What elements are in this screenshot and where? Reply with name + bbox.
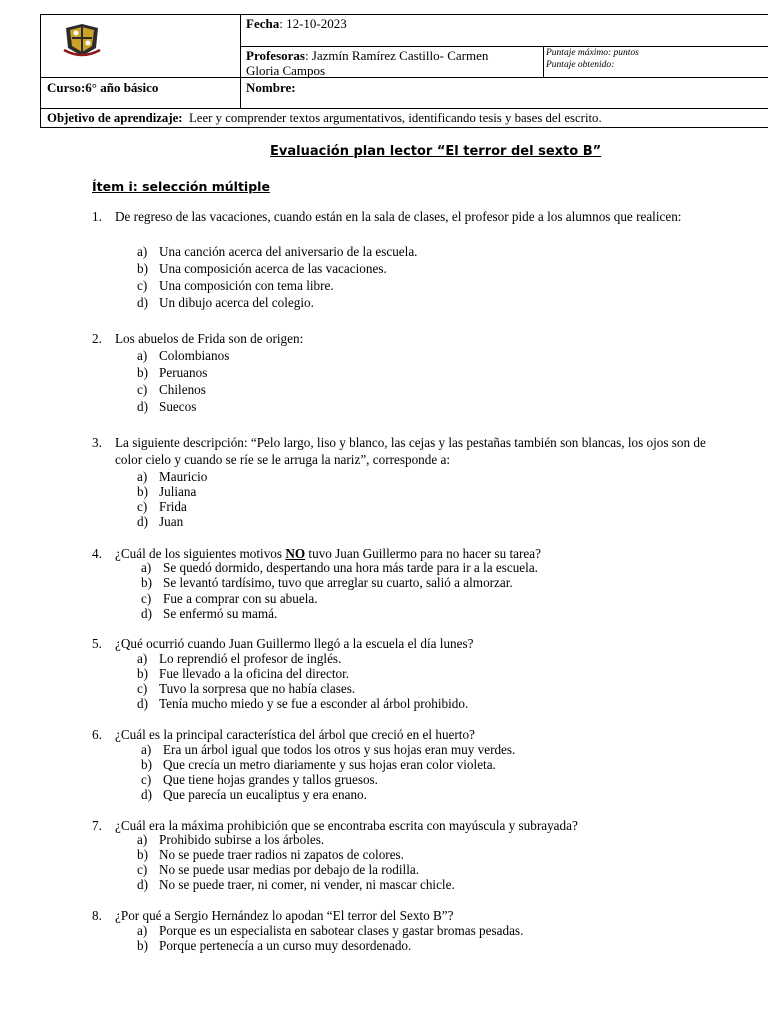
profesoras-value-continued: Gloria Campos — [246, 63, 326, 78]
question-stem: ¿Cuál es la principal característica del árbol que creció en el huerto? — [115, 727, 475, 742]
option-6c: c) Que tiene hojas grandes y tallos gruesos. — [141, 772, 378, 787]
profesoras-value: : Jazmín Ramírez Castillo- Carmen — [304, 48, 489, 63]
question-stem: ¿Qué ocurrió cuando Juan Guillermo llegó a la escuela el día lunes? — [115, 636, 474, 651]
option-4d: d) Se enfermó su mamá. — [141, 606, 278, 621]
option-7b: b) No se puede traer radios ni zapatos de colores. — [137, 847, 404, 862]
option-8b: b) Porque pertenecía a un curso muy desordenado. — [137, 938, 412, 953]
option-2a: a) Colombianos — [137, 348, 230, 363]
objetivo-label: Objetivo de aprendizaje: — [47, 111, 183, 125]
option-2d: d) Suecos — [137, 399, 197, 414]
option-6b: b) Que crecía un metro diariamente y sus hojas eran color violeta. — [141, 757, 496, 772]
school-crest-icon — [62, 22, 102, 58]
option-3a: a) Mauricio — [137, 469, 208, 484]
option-4c: c) Fue a comprar con su abuela. — [141, 591, 318, 606]
profesoras-label: Profesoras — [246, 48, 305, 63]
curso-label: Curso:6° año básico — [47, 80, 159, 95]
question-number: 8. — [92, 908, 102, 923]
question-number: 1. — [92, 209, 102, 224]
question-stem: La siguiente descripción: “Pelo largo, liso y blanco, las cejas y las pestañas también son blancas, los ojos son de color cielo y cuando se ríe se le arruga la nariz”, corresponde a: — [115, 435, 706, 467]
question-number: 7. — [92, 818, 102, 833]
option-2c: c) Chilenos — [137, 382, 206, 397]
question-number: 6. — [92, 727, 102, 742]
question-number: 4. — [92, 546, 102, 561]
option-7d: d) No se puede traer, ni comer, ni vender, ni mascar chicle. — [137, 877, 455, 892]
option-1b: b) Una composición acerca de las vacaciones. — [137, 261, 387, 276]
question-number: 3. — [92, 435, 102, 450]
fecha-row — [246, 16, 347, 31]
option-2b: b) Peruanos — [137, 365, 208, 380]
question-number: 2. — [92, 331, 102, 346]
option-4b: b) Se levantó tardísimo, tuvo que arreglar su cuarto, salió a almorzar. — [141, 575, 513, 590]
objetivo-text: Leer y comprender textos argumentativos, identificando tesis y bases del escrito. — [188, 111, 602, 125]
header-table — [40, 14, 768, 128]
question-stem: ¿Cuál de los siguientes motivos NO tuvo Juan Guillermo para no hacer su tarea? — [115, 546, 541, 561]
option-6d: d) Que parecía un eucaliptus y era enano. — [141, 787, 367, 802]
option-6a: a) Era un árbol igual que todos los otros y sus hojas eran muy verdes. — [141, 742, 516, 757]
option-1c: c) Una composición con tema libre. — [137, 278, 334, 293]
option-5b: b) Fue llevado a la oficina del director. — [137, 666, 350, 681]
evaluation-title: Evaluación plan lector “El terror del sexto B” — [270, 144, 602, 159]
question-number: 5. — [92, 636, 102, 651]
emphasis-no: NO — [285, 546, 306, 561]
puntaje-obtenido: Puntaje obtenido: — [546, 60, 615, 70]
option-1d: d) Un dibujo acerca del colegio. — [137, 295, 314, 310]
option-3c: c) Frida — [137, 499, 187, 514]
option-5a: a) Lo reprendió el profesor de inglés. — [137, 651, 342, 666]
option-7a: a) Prohibido subirse a los árboles. — [137, 832, 325, 847]
option-1a: a) Una canción acerca del aniversario de la escuela. — [137, 244, 418, 259]
option-5c: c) Tuvo la sorpresa que no había clases. — [137, 681, 356, 696]
question-stem: Los abuelos de Frida son de origen: — [115, 331, 304, 346]
fecha-label: Fecha — [246, 16, 280, 31]
puntaje-maximo: Puntaje máximo: puntos — [546, 48, 639, 58]
option-5d: d) Tenía mucho miedo y se fue a esconder al árbol prohibido. — [137, 696, 469, 711]
option-3b: b) Juliana — [137, 484, 197, 499]
nombre-label: Nombre: — [246, 80, 296, 95]
option-4a: a) Se quedó dormido, despertando una hora más tarde para ir a la escuela. — [141, 560, 538, 575]
section-heading: Ítem i: selección múltiple — [92, 179, 270, 194]
profesoras-row — [246, 48, 488, 63]
option-8a: a) Porque es un especialista en sabotear clases y gastar bromas pesadas. — [137, 923, 524, 938]
question-stem: ¿Por qué a Sergio Hernández lo apodan “El terror del Sexto B”? — [115, 908, 454, 923]
option-7c: c) No se puede usar medias por debajo de la rodilla. — [137, 862, 420, 877]
question-stem: ¿Cuál era la máxima prohibición que se encontraba escrita con mayúscula y subrayada? — [115, 818, 578, 833]
fecha-value: : 12-10-2023 — [279, 16, 347, 31]
objetivo-row — [47, 111, 602, 126]
option-3d: d) Juan — [137, 514, 184, 529]
question-stem: De regreso de las vacaciones, cuando están en la sala de clases, el profesor pide a los alumnos que realicen: — [115, 209, 682, 224]
